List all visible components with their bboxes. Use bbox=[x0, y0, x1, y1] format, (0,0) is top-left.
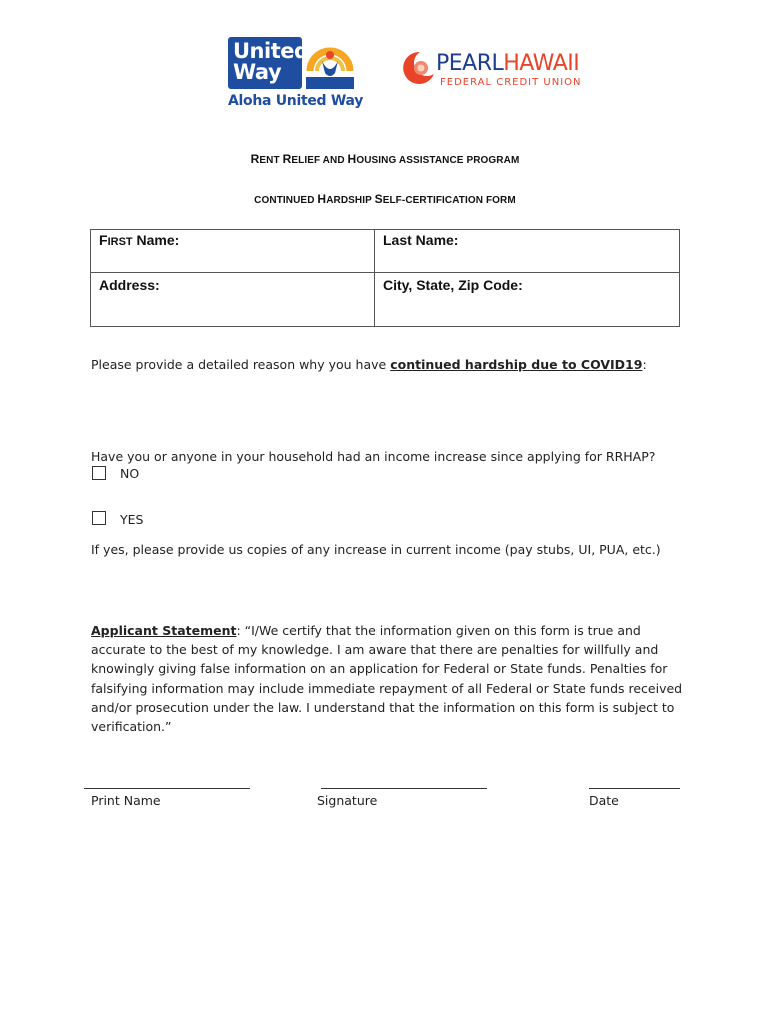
signature-label: Signature bbox=[317, 793, 378, 808]
income-question: Have you or anyone in your household had an income increase since applying for RRHAP? bbox=[91, 449, 656, 464]
form-title: CONTINUED HARDSHIP SELF-CERTIFICATION FORM bbox=[254, 192, 516, 206]
united-way-hand-rainbow-icon bbox=[304, 37, 356, 89]
pearl-hawaii-name: PEARLHAWAII bbox=[436, 51, 580, 76]
applicant-info-table bbox=[90, 229, 680, 327]
pearl-hawaii-logo bbox=[400, 48, 596, 92]
date-label: Date bbox=[589, 793, 619, 808]
income-followup: If yes, please provide us copies of any increase in current income (pay stubs, UI, PUA, etc.) bbox=[91, 542, 661, 557]
date-line[interactable] bbox=[589, 788, 680, 789]
hardship-prompt: Please provide a detailed reason why you have continued hardship due to COVID19: bbox=[91, 357, 647, 372]
print-name-label: Print Name bbox=[91, 793, 161, 808]
signature-line[interactable] bbox=[321, 788, 487, 789]
applicant-statement: Applicant Statement: “I/We certify that the information given on this form is true and accurate to the best of my knowledge. I am aware that there are penalties for willfully and knowingly giving false information on an application for Federal or State funds. Penalties for falsifying information may include immediate repayment of all Federal or State funds received and/or prosecution under the law. I understand that the information on this form is subject to verification.” bbox=[91, 623, 683, 735]
united-way-logo bbox=[228, 37, 364, 113]
no-checkbox[interactable] bbox=[92, 466, 106, 480]
last-name-field[interactable]: Last Name: bbox=[375, 230, 680, 273]
first-name-field[interactable]: FIRST Name: bbox=[91, 230, 375, 273]
united-way-wordmark: United Way bbox=[228, 37, 302, 89]
pearl-hawaii-tagline: FEDERAL CREDIT UNION bbox=[440, 77, 582, 88]
address-field[interactable]: Address: bbox=[91, 273, 375, 327]
yes-label: YES bbox=[120, 512, 144, 527]
applicant-statement-label: Applicant Statement bbox=[91, 623, 237, 638]
print-name-line[interactable] bbox=[84, 788, 250, 789]
yes-checkbox[interactable] bbox=[92, 511, 106, 525]
pearl-shell-icon bbox=[400, 48, 436, 88]
no-label: NO bbox=[120, 466, 140, 481]
united-way-subtitle: Aloha United Way bbox=[228, 93, 364, 109]
city-state-zip-field[interactable]: City, State, Zip Code: bbox=[375, 273, 680, 327]
program-title: RENT RELIEF AND HOUSING ASSISTANCE PROGRAM bbox=[250, 152, 520, 166]
